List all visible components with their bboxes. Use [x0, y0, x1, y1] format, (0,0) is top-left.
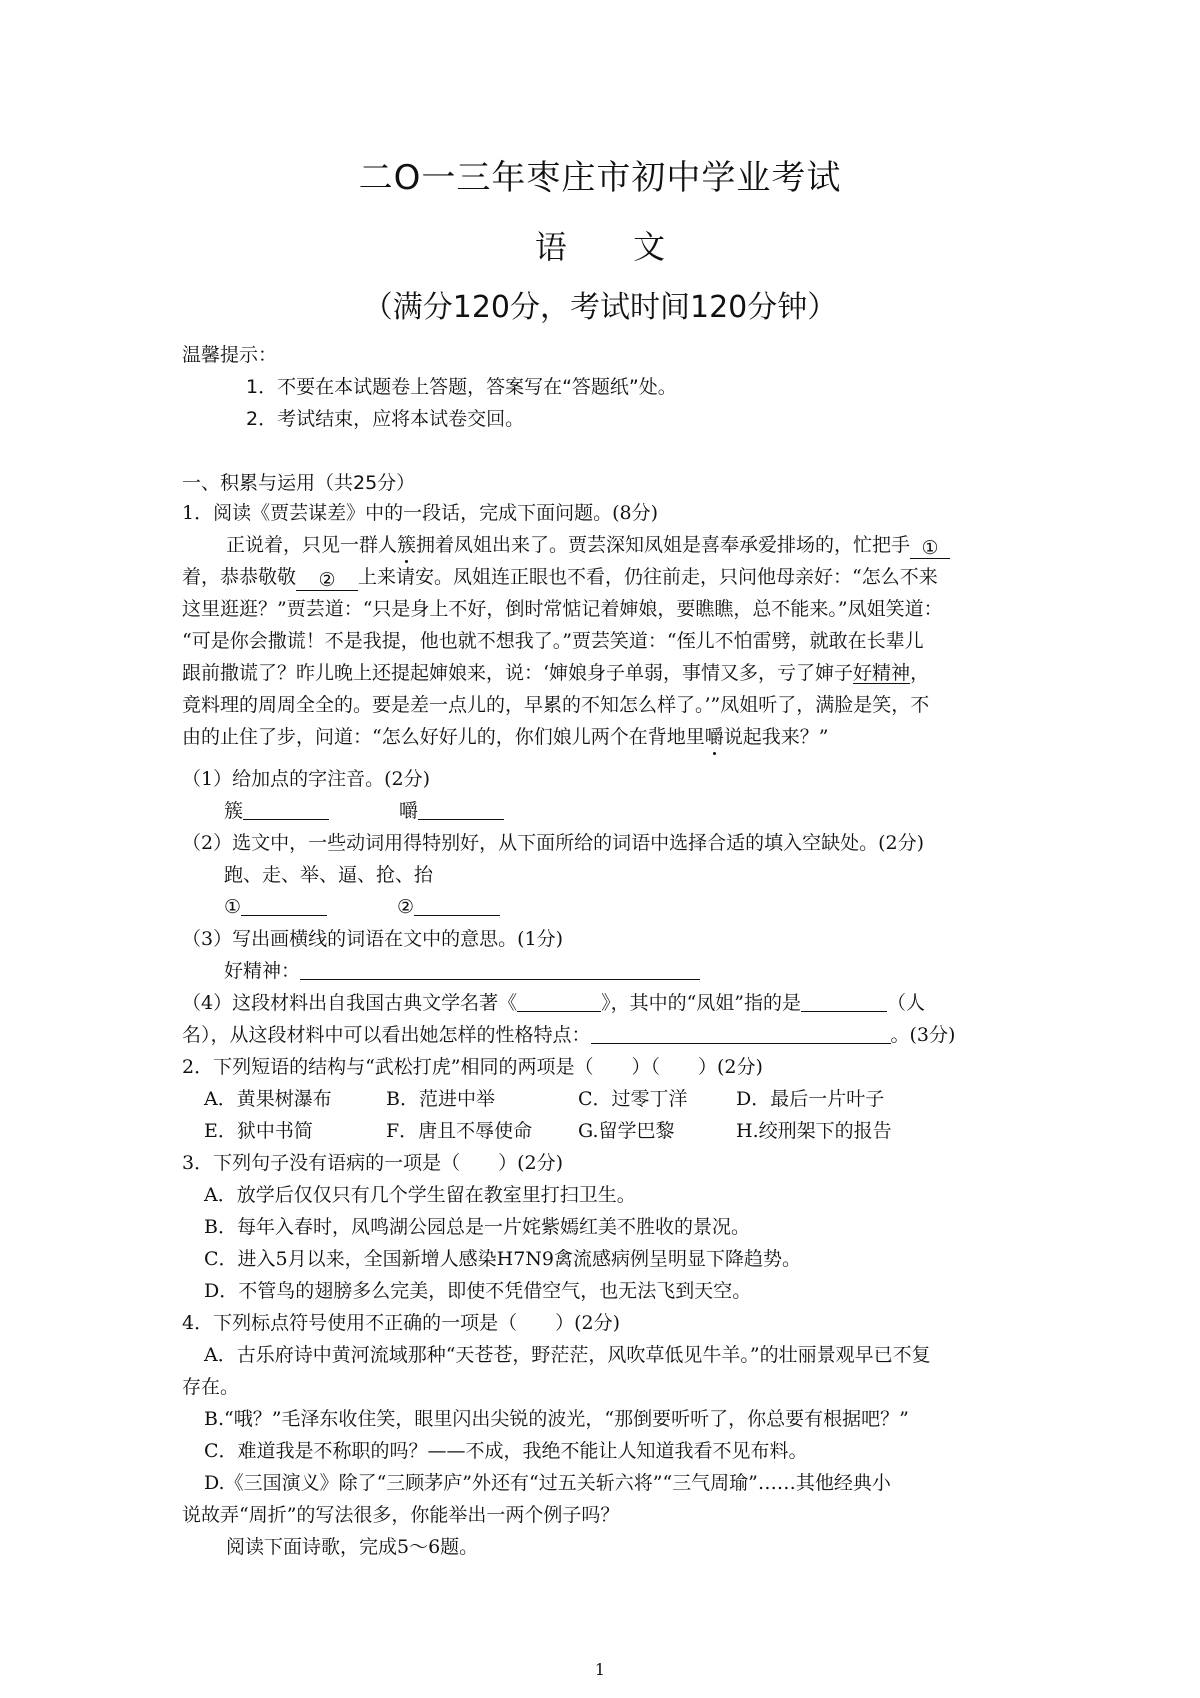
tip-item: 1．不要在本试题卷上答题，答案写在“答题纸”处。 [246, 376, 677, 398]
blank-1[interactable]: ① [910, 538, 950, 559]
dotted-char: 嚼 [704, 726, 724, 748]
answer-blank[interactable] [591, 1023, 891, 1044]
option: C．进入5月以来，全国新增人感染H7N9禽流感病例呈明显下降趋势。 [204, 1248, 801, 1270]
question-stem: 3．下列句子没有语病的一项是（ ）(2分) [182, 1152, 564, 1174]
option: C．过零丁洋 [578, 1088, 688, 1110]
answer-blank[interactable] [418, 799, 504, 820]
option: D.《三国演义》除了“三顾茅庐”外还有“过五关斩六将”“三气周瑜”……其他经典小 [204, 1472, 891, 1494]
passage-line: 正说着，只见一群人簇拥着凤姐出来了。贾芸深知凤姐是喜奉承爱排场的，忙把手 ① [226, 532, 950, 559]
option: A．放学后仅仅只有几个学生留在教室里打扫卫生。 [204, 1184, 636, 1206]
poem-intro: 阅读下面诗歌，完成5～6题。 [226, 1536, 479, 1558]
answer-blank[interactable] [243, 799, 329, 820]
option: E．狱中书简 [204, 1120, 313, 1142]
option: C．难道我是不称职的吗？——不成，我绝不能让人知道我看不见布料。 [204, 1440, 808, 1462]
tips-label: 温馨提示： [182, 344, 278, 366]
passage-line: 这里逛逛？”贾芸道：“只是身上不好，倒时常惦记着婶娘，要瞧瞧，总不能来。”凤姐笑道： [182, 598, 943, 620]
option: D．最后一片叶子 [736, 1088, 885, 1110]
answer-blank[interactable] [414, 895, 500, 916]
option-continued: 说故弄“周折”的写法很多，你能举出一两个例子吗？ [182, 1504, 620, 1526]
option: B．每年入春时，凤鸣湖公园总是一片姹紫嫣红美不胜收的景况。 [204, 1216, 750, 1238]
exam-title: 二O一三年枣庄市初中学业考试 [358, 158, 842, 198]
answer-blank[interactable] [801, 991, 887, 1012]
page-number: 1 [594, 1660, 606, 1679]
word-list: 跑、走、举、逼、抢、抬 [224, 864, 434, 886]
answer-row: 簇 嚼 [224, 798, 504, 824]
option: B．范进中举 [386, 1088, 495, 1110]
sub-question: 名），从这段材料中可以看出她怎样的性格特点： 。(3分) [182, 1024, 956, 1046]
subject-title: 语 文 [534, 228, 694, 266]
option: D．不管鸟的翅膀多么完美，即使不凭借空气，也无法飞到天空。 [204, 1280, 752, 1302]
dotted-char: 簇 [397, 534, 417, 556]
option: A．古乐府诗中黄河流域那种“天苍苍，野茫茫，风吹草低见牛羊。”的壮丽景观早已不复 [204, 1344, 931, 1366]
blank-2[interactable]: ② [296, 570, 358, 591]
option: F．唐且不辱使命 [386, 1120, 533, 1142]
option: A．黄果树瀑布 [204, 1088, 332, 1110]
score-note: （满分120分，考试时间120分钟） [362, 290, 838, 325]
sub-question: （4）这段材料出自我国古典文学名著《 》，其中的“凤姐”指的是 （人 [182, 992, 926, 1014]
answer-row: ① ② [224, 894, 500, 920]
sub-question: （1）给加点的字注音。(2分) [182, 768, 431, 790]
option: B.“哦？”毛泽东收住笑，眼里闪出尖锐的波光，“那倒要听听了，你总要有根据吧？” [204, 1408, 909, 1430]
question-stem: 2．下列短语的结构与“武松打虎”相同的两项是（ ）（ ）(2分) [182, 1056, 763, 1078]
answer-blank[interactable] [241, 895, 327, 916]
question-stem: 4．下列标点符号使用不正确的一项是（ ）(2分) [182, 1312, 621, 1334]
question-stem: 1．阅读《贾芸谋差》中的一段话，完成下面问题。(8分) [182, 502, 659, 524]
passage-line: 着，恭恭敬敬 ② 上来请安。凤姐连正眼也不看，仍往前走，只问他母亲好：“怎么不来 [182, 566, 938, 591]
tip-item: 2．考试结束，应将本试卷交回。 [246, 408, 525, 430]
answer-blank[interactable] [517, 991, 601, 1012]
answer-blank[interactable] [300, 959, 700, 980]
sub-question: （2）选文中，一些动词用得特别好，从下面所给的词语中选择合适的填入空缺处。(2分) [182, 832, 925, 854]
section-heading: 一、积累与运用（共25分） [182, 472, 416, 494]
passage-line: “可是你会撒谎！不是我提，他也就不想我了。”贾芸笑道：“侄儿不怕雷劈，就敢在长辈儿 [182, 630, 924, 652]
sub-question: （3）写出画横线的词语在文中的意思。(1分) [182, 928, 564, 950]
option: H.绞刑架下的报告 [736, 1120, 892, 1142]
underlined-word: 好精神 [853, 662, 911, 684]
passage-line: 竟料理的周周全全的。要是差一点儿的，早累的不知怎么样了。’”凤姐听了，满脸是笑，不 [182, 694, 930, 716]
passage-line: 由的止住了步，问道：“怎么好好儿的，你们娘儿两个在背地里嚼说起我来？” [182, 726, 829, 748]
passage-line: 跟前撒谎了？昨儿晚上还提起婶娘来，说：‘婶娘身子单弱，事情又多，亏了婶子好精神， [182, 662, 930, 684]
option-continued: 存在。 [182, 1376, 240, 1398]
answer-row: 好精神： [224, 958, 700, 984]
option: G.留学巴黎 [578, 1120, 675, 1142]
